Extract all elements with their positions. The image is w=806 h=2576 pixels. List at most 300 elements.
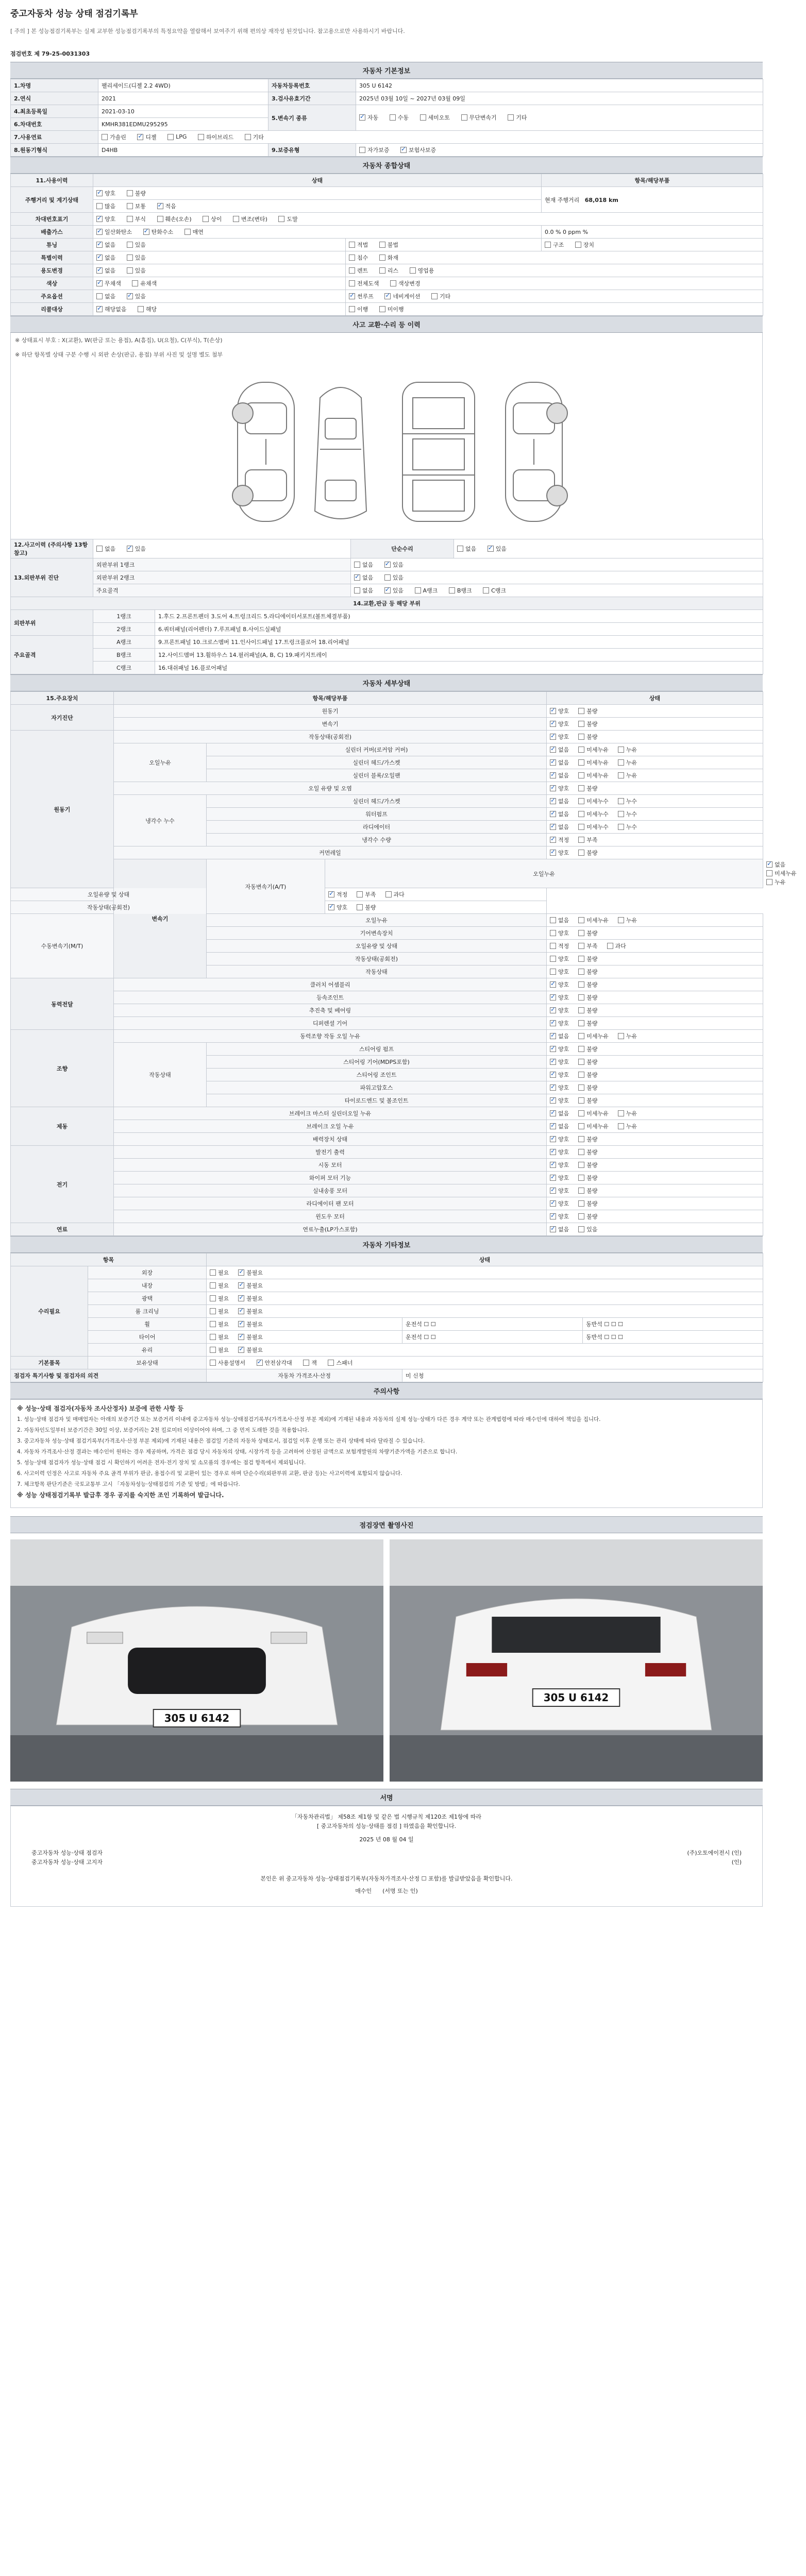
option-type-options <box>346 290 763 303</box>
engine-oil-level-state <box>547 782 763 795</box>
check-good[interactable]: ✓ 양호 <box>550 849 569 857</box>
check-bad[interactable]: 불량 <box>578 1148 597 1156</box>
check-bad[interactable]: 불량 <box>578 1199 597 1208</box>
check-not-need[interactable]: ✓ 불필요 <box>238 1307 263 1315</box>
check-bad[interactable]: 불량 <box>578 955 597 963</box>
section-notice-title: 주의사항 <box>10 1382 763 1399</box>
check-lack[interactable]: 부족 <box>357 890 376 899</box>
trans-auto[interactable]: ✓ 자동 <box>359 113 378 122</box>
car-name-value: 팰리세이드(디젤 2.2 4WD) <box>98 79 268 92</box>
el-starter-state <box>547 1159 763 1172</box>
check-good[interactable]: ✓ 양호 <box>550 1071 569 1079</box>
st-gear: 스티어링 기어(MDPS포함) <box>207 1056 547 1069</box>
option-yes[interactable]: ✓ 있음 <box>127 292 146 300</box>
el-gen-state <box>547 1146 763 1159</box>
mt-oil-leak-state <box>547 914 763 927</box>
check-good[interactable]: ✓ 양호 <box>550 1199 569 1208</box>
check-bad[interactable]: 불량 <box>578 993 597 1002</box>
other-header-state: 상태 <box>207 1253 763 1266</box>
check-need[interactable]: 필요 <box>210 1333 229 1341</box>
usage-biz[interactable]: 영업용 <box>410 266 434 275</box>
seller-label: 중고자동차 성능·상태 고지자 <box>31 1859 103 1866</box>
at-oil-leak: 오일누유 <box>325 859 763 888</box>
check-much[interactable]: 과다 <box>607 942 626 950</box>
check-leak[interactable]: 누유 <box>766 878 785 886</box>
basic-possess-label: 보유상태 <box>88 1357 207 1369</box>
check-slight[interactable]: 미세누유 <box>578 916 609 924</box>
fuel-hybrid[interactable]: 하이브리드 <box>198 133 233 141</box>
option-none[interactable]: 없음 <box>96 292 115 300</box>
main-none[interactable]: 없음 <box>354 586 373 595</box>
el-window: 윈도우 모터 <box>114 1210 547 1223</box>
at-idle: 작동상태(공회전) <box>11 901 207 914</box>
color-chroma[interactable]: 유채색 <box>132 279 157 287</box>
check-bad[interactable]: 불량 <box>578 1083 597 1092</box>
sign-line-1: 「자동차관리법」 제58조 제1항 및 같은 법 시행규칙 제120조 제1항에 따라 <box>291 1814 482 1820</box>
section-damage-title: 사고 교환·수리 등 이력 <box>10 316 763 333</box>
st-tie-rod-state <box>547 1094 763 1107</box>
vin-modify[interactable]: 변조(변타) <box>233 215 267 223</box>
check-bad[interactable]: 불량 <box>578 1212 597 1221</box>
odometer-amount <box>93 200 542 213</box>
br-booster-state <box>547 1133 763 1146</box>
tuning-device[interactable]: 장치 <box>575 241 594 249</box>
check-good[interactable]: ✓ 양호 <box>550 1135 569 1143</box>
inspect-period-value: 2025년 03월 10일 ~ 2027년 03월 09일 <box>356 92 763 105</box>
vin-rust[interactable]: 부식 <box>127 215 146 223</box>
check-good[interactable]: ✓ 양호 <box>550 707 569 715</box>
check-slight[interactable]: 미세누유 <box>578 758 609 767</box>
car-diagram-area <box>10 333 763 539</box>
vin-damage[interactable]: 훼손(오손) <box>157 215 192 223</box>
notice-head: ※ 성능·상태 점검자(자동차 조사산정자) 보증에 관한 사항 등 <box>17 1405 184 1412</box>
motor-label: 8.원동기형식 <box>11 144 98 157</box>
trans-etc[interactable]: 기타 <box>508 113 527 122</box>
notice-p3: 3. 중고자동차 성능·상태 점검기록부(가격조사·산정 부분 제외)에 기재된 내용은 점검일 기준의 자동차 상태로서, 점검일 이후 운행 또는 관리 상태에 따라 달라질 수 있습니다. <box>17 1438 425 1444</box>
fuel-diesel[interactable]: ✓ 디젤 <box>137 133 156 141</box>
check-good[interactable]: ✓ 양호 <box>550 720 569 728</box>
main-yes[interactable]: ✓ 있음 <box>384 586 404 595</box>
check-none[interactable]: ✓ 없음 <box>550 810 569 818</box>
other-glass-state <box>207 1344 763 1357</box>
check-good[interactable]: ✓ 양호 <box>550 784 569 792</box>
check-good[interactable]: ✓ 양호 <box>550 1148 569 1156</box>
check-bad[interactable]: 불량 <box>578 1045 597 1053</box>
damage-history-table <box>10 539 763 674</box>
car-top-diagram <box>315 387 366 519</box>
option-nav[interactable]: ✓ 네비게이션 <box>384 292 420 300</box>
vin-value: KMHR381EDMU295295 <box>98 118 268 131</box>
check-good[interactable]: 양호 <box>550 955 569 963</box>
power-group-label: 동력전달 <box>11 978 114 1030</box>
check-bad[interactable]: 불량 <box>578 980 597 989</box>
document-number: 점검번호 제 79-25-0031303 <box>10 50 90 57</box>
vin-shop[interactable]: 도말 <box>278 215 297 223</box>
check-leak[interactable]: 누유 <box>618 1032 637 1040</box>
odo-many[interactable]: 많음 <box>96 202 115 210</box>
usage-label: 용도변경 <box>11 264 93 277</box>
check-good[interactable]: ✓ 양호 <box>550 1006 569 1014</box>
trans-cvt[interactable]: 무단변속기 <box>461 113 497 122</box>
engine-head: 실린더 헤드/가스켓 <box>207 756 547 769</box>
power-shaft: 추진축 및 베어링 <box>114 1004 547 1017</box>
outer-rank2-label: 2랭크 <box>93 623 155 636</box>
sign-area <box>10 1806 763 1907</box>
tuning-illegal[interactable]: 불법 <box>379 241 398 249</box>
other-room-clean: 룸 크리닝 <box>88 1305 207 1318</box>
check-proper[interactable]: ✓ 적정 <box>550 836 569 844</box>
other-wheel-state <box>207 1318 402 1331</box>
st-oil-state <box>547 1030 763 1043</box>
basic-items-state <box>207 1357 763 1369</box>
simple-none[interactable]: 없음 <box>457 545 476 553</box>
check-slight-w[interactable]: 미세누수 <box>578 810 609 818</box>
power-diff-state <box>547 1017 763 1030</box>
check-not-need[interactable]: ✓ 불필요 <box>238 1268 263 1277</box>
check-leak[interactable]: 누유 <box>618 1122 637 1130</box>
fuel-label: 7.사용연료 <box>11 131 98 144</box>
fuel-etc[interactable]: 기타 <box>245 133 264 141</box>
check-proper[interactable]: 적정 <box>550 942 569 950</box>
check-good[interactable]: 양호 <box>550 929 569 937</box>
odo-good[interactable]: ✓ 양호 <box>96 189 115 197</box>
check-leak-w[interactable]: 누수 <box>618 810 637 818</box>
vin-good[interactable]: ✓ 양호 <box>96 215 115 223</box>
car-left-side-diagram <box>232 382 294 521</box>
check-leak[interactable]: 누유 <box>618 916 637 924</box>
check-leak-w[interactable]: 누수 <box>618 797 637 805</box>
color-change[interactable]: 색상변경 <box>390 279 421 287</box>
check-leak-w[interactable]: 누수 <box>618 823 637 831</box>
car-right-side-diagram <box>506 382 567 521</box>
check-bad[interactable]: 불량 <box>578 1096 597 1105</box>
check-lack[interactable]: 부족 <box>578 836 597 844</box>
check-leak[interactable]: 누유 <box>618 758 637 767</box>
check-bad[interactable]: 불량 <box>357 903 376 911</box>
tuning-yes[interactable]: 있음 <box>127 241 146 249</box>
br-booster: 배력장치 상태 <box>114 1133 547 1146</box>
check-slight-w[interactable]: 미세누수 <box>578 823 609 831</box>
basic-manual[interactable]: 사용설명서 <box>210 1359 245 1367</box>
section-detail-title: 자동차 세부상태 <box>10 674 763 691</box>
other-gloss-state <box>207 1292 763 1305</box>
usage-none[interactable]: ✓ 없음 <box>96 266 115 275</box>
special-none[interactable]: ✓ 없음 <box>96 253 115 262</box>
check-need[interactable]: 필요 <box>210 1307 229 1315</box>
price-value: 미 신청 <box>402 1369 763 1382</box>
recall-done[interactable]: 이행 <box>349 305 368 313</box>
usage-rent[interactable]: 렌트 <box>349 266 368 275</box>
trans-manual[interactable]: 수동 <box>390 113 409 122</box>
rank2-label: 외판부위 2랭크 <box>93 571 351 584</box>
check-bad[interactable]: 불량 <box>578 733 597 741</box>
detail-state-table <box>10 691 797 1236</box>
check-none[interactable]: ✓ 없음 <box>550 771 569 779</box>
check-need[interactable]: 필요 <box>210 1281 229 1290</box>
color-type <box>93 277 346 290</box>
car-rear-photo <box>390 1539 763 1782</box>
check-none[interactable]: ✓ 없음 <box>550 758 569 767</box>
check-none[interactable]: 없음 <box>550 916 569 924</box>
motor-value: D4HB <box>98 144 268 157</box>
at-oil-level-state <box>325 888 547 901</box>
trans-options <box>356 105 763 131</box>
rank1-options <box>351 558 763 571</box>
notice-p5: 5. 성능·상태 점검자가 성능·상태 점검 시 확인하기 어려운 전자·전기 장치 및 소모품의 경우에는 점검 항목에서 제외됩니다. <box>17 1460 306 1466</box>
vin-mark-options <box>93 213 763 226</box>
check-good[interactable]: 양호 <box>550 968 569 976</box>
mt-idle-state <box>547 953 763 965</box>
mt-oil-leak: 오일누유 <box>207 914 547 927</box>
detail-header-main: 15.주요장치 <box>11 692 114 705</box>
em-hc[interactable]: ✓ 탄화수소 <box>143 228 174 236</box>
st-pump-state <box>547 1043 763 1056</box>
check-bad[interactable]: 불량 <box>578 720 597 728</box>
st-op-label: 작동상태 <box>114 1043 207 1107</box>
option-sunroof[interactable]: ✓ 썬루프 <box>349 292 374 300</box>
tuning-legal[interactable]: 적법 <box>349 241 368 249</box>
fuel-options <box>98 131 763 144</box>
brake-group-label: 제동 <box>11 1107 114 1146</box>
check-good[interactable]: ✓ 양호 <box>550 1045 569 1053</box>
check-bad[interactable]: 불량 <box>578 1006 597 1014</box>
check-yes[interactable]: 있음 <box>578 1225 597 1233</box>
basic-tool[interactable]: ✓ 안전삼각대 <box>257 1359 292 1367</box>
em-smoke[interactable]: 매연 <box>184 228 204 236</box>
check-good[interactable]: ✓ 양호 <box>550 1096 569 1105</box>
check-not-need[interactable]: ✓ 불필요 <box>238 1346 263 1354</box>
mt-gear-shift: 기어변속장치 <box>207 927 547 940</box>
price-label: 자동차 가격조사·산정 <box>207 1369 402 1382</box>
color-none[interactable]: ✓ 무채색 <box>96 279 121 287</box>
other-gloss: 광택 <box>88 1292 207 1305</box>
el-rad-fan-state <box>547 1197 763 1210</box>
notice-p1: 1. 성능·상태 점검자 및 매매업자는 아래의 보증기간 또는 보증거리 이내에 중고자동차 성능·상태점검기록부(가격조사·산정 부분 제외)에 기재된 내용과 자동차의 실제 성능·상태가 다른 경우 계약 또는 관계법령에 따라 매수인에 대하여 책임을 집니다. <box>17 1416 601 1422</box>
check-good[interactable]: ✓ 양호 <box>550 1019 569 1027</box>
check-bad[interactable]: 불량 <box>578 968 597 976</box>
recall-none[interactable]: ✓ 해당없음 <box>96 305 127 313</box>
simple-yes[interactable]: ✓ 있음 <box>488 545 507 553</box>
check-good[interactable]: ✓ 양호 <box>550 1058 569 1066</box>
first-reg-value: 2021-03-10 <box>98 105 268 118</box>
check-slight[interactable]: 미세누유 <box>578 771 609 779</box>
notice-p2: 2. 자동차인도일부터 보증기간은 30일 이상, 보증거리는 2천 킬로미터 이상이어야 하며, 그 중 먼저 도래한 것을 적용합니다. <box>17 1427 309 1433</box>
recall-not[interactable]: 미이행 <box>379 305 404 313</box>
general-header-item: 11.사용이력 <box>11 174 93 187</box>
basic-info-table <box>10 79 763 157</box>
check-not-need[interactable]: ✓ 불필요 <box>238 1333 263 1341</box>
special-yes[interactable]: 있음 <box>127 253 146 262</box>
check-bad[interactable]: 불량 <box>578 784 597 792</box>
rank2-yes[interactable]: 있음 <box>384 573 404 582</box>
st-joint-state <box>547 1069 763 1081</box>
main-rank-a[interactable]: A랭크 <box>415 586 438 595</box>
recall-presence <box>93 303 346 316</box>
check-not-need[interactable]: ✓ 불필요 <box>238 1281 263 1290</box>
check-good[interactable]: ✓ 양호 <box>550 993 569 1002</box>
check-lack[interactable]: 부족 <box>578 942 597 950</box>
rank1-yes[interactable]: ✓ 있음 <box>384 561 404 569</box>
basic-spanner[interactable]: 스패너 <box>328 1359 352 1367</box>
usage-presence <box>93 264 346 277</box>
engine-group-label: 원동기 <box>11 731 114 888</box>
engine-head-w: 실린더 헤드/가스켓 <box>207 795 547 808</box>
check-bad[interactable]: 불량 <box>578 1071 597 1079</box>
el-gen: 발전기 출력 <box>114 1146 547 1159</box>
check-none[interactable]: ✓ 없음 <box>550 1032 569 1040</box>
usage-lease[interactable]: 리스 <box>379 266 398 275</box>
check-not-need[interactable]: ✓ 불필요 <box>238 1294 263 1302</box>
buyer-label: 매수인 <box>355 1888 372 1894</box>
check-bad[interactable]: 불량 <box>578 929 597 937</box>
other-tire-front: 운전석 ☐ ☐ <box>402 1331 583 1344</box>
engine-water-pump: 워터펌프 <box>207 808 547 821</box>
frame-rank-b-parts: 12.사이드멤버 13.휠하우스 14.필러패널(A, B, C) 19.패키지트레이 <box>155 649 763 662</box>
check-much[interactable]: 과다 <box>385 890 405 899</box>
special-presence <box>93 251 346 264</box>
year-value: 2021 <box>98 92 268 105</box>
check-none[interactable]: ✓ 없음 <box>550 1109 569 1117</box>
warranty-insurance[interactable]: ✓ 보험사보증 <box>400 146 436 154</box>
check-bad[interactable]: 불량 <box>578 1174 597 1182</box>
document-title: 중고자동차 성능 상태 점검기록부 <box>10 9 138 19</box>
check-slight[interactable]: 미세누유 <box>578 745 609 754</box>
frame-rank-c-parts: 16.대쉬패널 16.플로어패널 <box>155 662 763 674</box>
check-slight[interactable]: 미세누유 <box>578 1109 609 1117</box>
em-co[interactable]: ✓ 일산화탄소 <box>96 228 132 236</box>
engine-common-rail-state <box>547 846 763 859</box>
special-type-options <box>346 251 763 264</box>
accident-options <box>93 539 351 558</box>
check-leak[interactable]: 누유 <box>618 771 637 779</box>
special-label: 특별이력 <box>11 251 93 264</box>
engine-oil-level: 오일 유량 및 오염 <box>114 782 547 795</box>
recall-yes[interactable]: 해당 <box>138 305 157 313</box>
main-rank-c[interactable]: C랭크 <box>483 586 506 595</box>
vin-diff[interactable]: 상이 <box>203 215 222 223</box>
check-good[interactable]: ✓ 양호 <box>550 1083 569 1092</box>
check-good[interactable]: ✓ 양호 <box>550 733 569 741</box>
check-need[interactable]: 필요 <box>210 1320 229 1328</box>
check-none[interactable]: ✓ 없음 <box>550 797 569 805</box>
warranty-self[interactable]: 자가보증 <box>359 146 390 154</box>
check-bad[interactable]: 불량 <box>578 1019 597 1027</box>
odo-few[interactable]: ✓ 적음 <box>157 202 176 210</box>
notice-p6: 6. 사고이력 인정은 사고로 자동차 주요 골격 부위가 판금, 용접수리 및 교환이 있는 경우로 하며 단순수리(외판부위 교환, 판금 등)는 사고이력에 포함되지 않습니다. <box>17 1470 402 1477</box>
odo-normal[interactable]: 보통 <box>127 202 146 210</box>
check-none[interactable]: ✓ 없음 <box>550 745 569 754</box>
main-frame-options <box>351 584 763 597</box>
check-leak[interactable]: 누유 <box>618 1109 637 1117</box>
check-bad[interactable]: 불량 <box>578 1058 597 1066</box>
trans-semi[interactable]: 세미오토 <box>420 113 450 122</box>
basic-jack[interactable]: 잭 <box>303 1359 317 1367</box>
notice-strong: ※ 성능 상태점검기록부 발급후 경우 공지를 숙지한 조인 기록하여 발급니다. <box>17 1492 224 1499</box>
inspect-period-label: 3.검사유효기간 <box>268 92 356 105</box>
photo-rear <box>390 1539 763 1782</box>
check-bad[interactable]: 불량 <box>578 849 597 857</box>
buyer-value: (서명 또는 인) <box>382 1888 418 1894</box>
engine-head-w-state <box>547 795 763 808</box>
check-none[interactable]: ✓ 없음 <box>550 1225 569 1233</box>
check-proper[interactable]: ✓ 적정 <box>328 890 347 899</box>
self-diag-trans-state <box>547 718 763 731</box>
st-tie-rod: 타이로드엔드 및 볼조인트 <box>207 1094 547 1107</box>
special-fire[interactable]: 화재 <box>379 253 398 262</box>
usage-yes[interactable]: 있음 <box>127 266 146 275</box>
sign-inspector-row <box>31 1849 742 1858</box>
accident-yes[interactable]: ✓ 있음 <box>127 545 146 553</box>
tuning-none[interactable]: ✓ 없음 <box>96 241 115 249</box>
option-etc[interactable]: 기타 <box>431 292 450 300</box>
outer-parts-label: 외판부위 <box>11 610 93 636</box>
check-slight[interactable]: 미세누유 <box>766 869 797 877</box>
rank1-none[interactable]: 없음 <box>354 561 373 569</box>
special-flood[interactable]: 침수 <box>349 253 368 262</box>
fuel-lpg[interactable]: LPG <box>167 133 187 140</box>
check-good[interactable]: ✓ 양호 <box>550 1174 569 1182</box>
check-bad[interactable]: 불량 <box>578 707 597 715</box>
self-diag-engine-state <box>547 705 763 718</box>
buyer-row <box>31 1887 742 1896</box>
warranty-options <box>356 144 763 157</box>
mt-op-state-value <box>547 965 763 978</box>
color-full[interactable]: 전체도색 <box>349 279 379 287</box>
check-need[interactable]: 필요 <box>210 1294 229 1302</box>
section-basic-title: 자동차 기본정보 <box>10 62 763 79</box>
engine-rocker: 실린더 커버(로커암 커버) <box>207 743 547 756</box>
check-bad[interactable]: 불량 <box>578 1161 597 1169</box>
check-need[interactable]: 필요 <box>210 1268 229 1277</box>
br-master-state <box>547 1107 763 1120</box>
check-bad[interactable]: 불량 <box>578 1187 597 1195</box>
engine-block-state <box>547 769 763 782</box>
odo-bad[interactable]: 불량 <box>127 189 146 197</box>
check-none[interactable]: ✓ 없음 <box>550 1122 569 1130</box>
check-slight[interactable]: 미세누유 <box>578 1032 609 1040</box>
check-none[interactable]: ✓ 없음 <box>766 860 785 869</box>
check-good[interactable]: ✓ 양호 <box>550 980 569 989</box>
transmission-group-label: 변속기 <box>114 859 207 978</box>
rank2-none[interactable]: ✓ 없음 <box>354 573 373 582</box>
engine-coolant-leak: 냉각수 누수 <box>114 795 207 846</box>
tuning-struct[interactable]: 구조 <box>545 241 564 249</box>
mt-label: 수동변속기(M/T) <box>11 914 114 978</box>
inspector-value: (주)오토에이전시 (인) <box>687 1850 742 1856</box>
check-good[interactable]: ✓ 양호 <box>328 903 347 911</box>
document-note: [ 주의 ] 본 성능점검기록부는 실제 교부한 성능점검기록부의 특정요약을 열람해서 보여주기 위해 편의상 재작성 된것입니다. 참고용으로만 사용하시기 바랍니다. <box>10 28 405 35</box>
check-leak[interactable]: 누유 <box>618 745 637 754</box>
check-slight[interactable]: 미세누유 <box>578 1122 609 1130</box>
main-rank-b[interactable]: B랭크 <box>449 586 472 595</box>
check-good[interactable]: ✓ 양호 <box>550 1212 569 1221</box>
check-need[interactable]: 필요 <box>210 1346 229 1354</box>
fuel-gasoline[interactable]: 가솔린 <box>102 133 126 141</box>
mt-oil-level: 오일유량 및 상태 <box>207 940 547 953</box>
rank1-label: 외판부위 1랭크 <box>93 558 351 571</box>
check-good[interactable]: ✓ 양호 <box>550 1187 569 1195</box>
br-oil: 브레이크 오일 누유 <box>114 1120 547 1133</box>
check-good[interactable]: ✓ 양호 <box>550 1161 569 1169</box>
other-wheel-rear: 동반석 ☐ ☐ ☐ <box>583 1318 763 1331</box>
check-bad[interactable]: 불량 <box>578 1135 597 1143</box>
check-slight-w[interactable]: 미세누수 <box>578 797 609 805</box>
car-frame-diagram <box>402 382 475 521</box>
check-none[interactable]: ✓ 없음 <box>550 823 569 831</box>
photo-row <box>10 1539 763 1782</box>
accident-none[interactable]: 없음 <box>96 545 115 553</box>
check-not-need[interactable]: ✓ 불필요 <box>238 1320 263 1328</box>
